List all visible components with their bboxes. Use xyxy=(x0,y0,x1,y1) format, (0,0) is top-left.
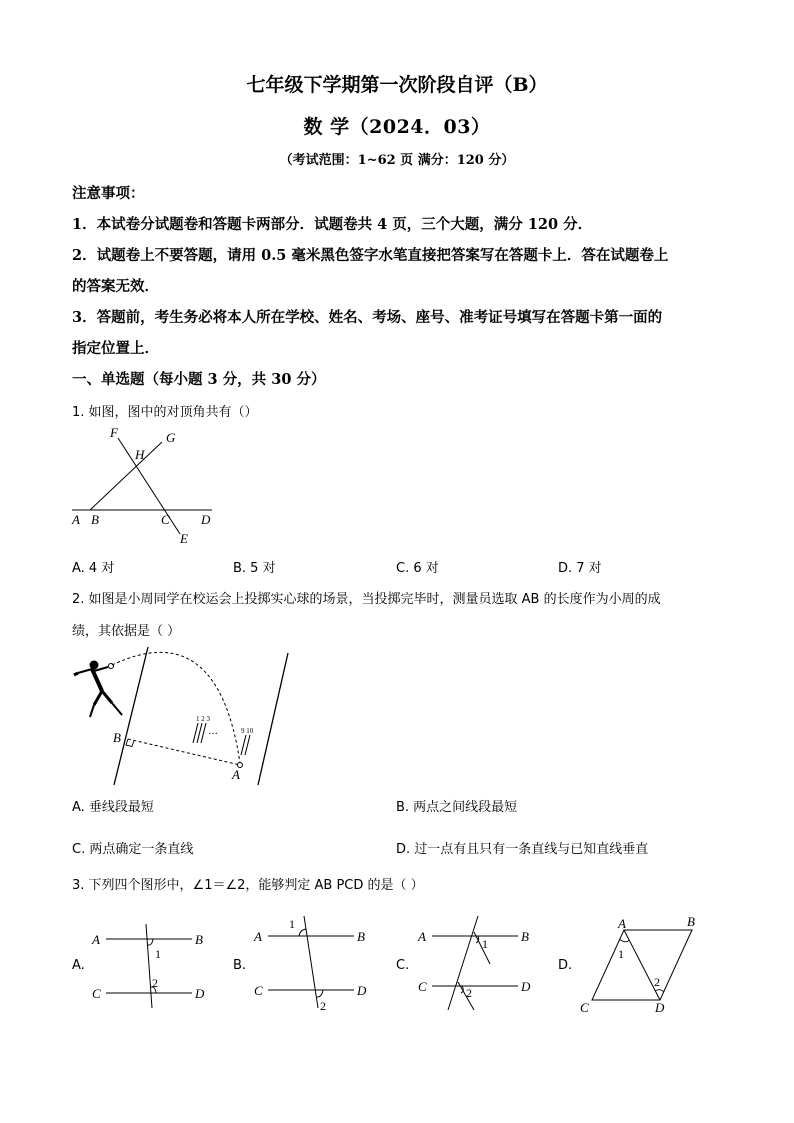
thrower-shin-right xyxy=(112,703,122,715)
thrower-figure xyxy=(74,661,122,717)
label-c: C xyxy=(254,983,263,998)
thrower-shin-left xyxy=(90,705,94,717)
label-c: C xyxy=(92,986,101,1001)
label-2: 2 xyxy=(466,986,472,1000)
angle-1-arc xyxy=(619,939,629,942)
label-1: 1 xyxy=(289,917,295,931)
label-d: D xyxy=(655,1000,665,1015)
q1-line-fe xyxy=(118,438,180,534)
q1-line-bg xyxy=(90,442,162,510)
q1-option-a[interactable]: A. 4 对 xyxy=(72,561,115,576)
notes-heading: 注意事项： xyxy=(72,185,145,202)
notes-item-2-line-1: 2．试题卷上不要答题，请用 0.5 毫米黑色签字水笔直接把答案写在答题卡上．答在试题卷上 xyxy=(72,247,669,264)
distance-numbers-left: 1 2 3 xyxy=(196,715,210,723)
q2-option-c[interactable]: C. 两点确定一条直线 xyxy=(72,842,194,857)
q3-figure-a xyxy=(88,920,218,1010)
transversal xyxy=(448,916,478,1010)
exam-title: 七年级下学期第一次阶段自评（B） xyxy=(246,74,548,96)
q1-label-h: H xyxy=(135,447,145,462)
q2-stem-line-2: 绩，其依据是（ ） xyxy=(72,624,181,639)
angle-1-arc xyxy=(299,929,306,936)
diagonal-ad xyxy=(624,930,660,1000)
q2-stem-line-1: 2. 如图是小周同学在校运会上投掷实心球的场景，当投掷完毕时，测量员选取 AB 的长度作为小周的成 xyxy=(72,592,661,607)
q1-label-c: C xyxy=(161,512,170,527)
notes-item-1: 1．本试卷分试题卷和答题卡两部分．试题卷共 4 页，三个大题，满分 120 分． xyxy=(72,216,593,233)
label-2: 2 xyxy=(654,975,660,989)
label-2: 2 xyxy=(152,976,158,990)
thrower-leg-right xyxy=(102,691,112,703)
label-c: C xyxy=(418,979,427,994)
label-b: B xyxy=(687,914,695,929)
transversal xyxy=(304,916,318,1008)
q1-option-b[interactable]: B. 5 对 xyxy=(233,561,276,576)
q1-label-a: A xyxy=(72,512,80,527)
notes-item-2-line-2: 的答案无效． xyxy=(72,278,159,295)
boundary-line xyxy=(258,653,288,785)
thrower-head xyxy=(90,661,98,669)
label-2: 2 xyxy=(320,999,326,1012)
label-a: A xyxy=(254,929,262,944)
thrower-arm-left xyxy=(78,669,92,673)
q2-option-a[interactable]: A. 垂线段最短 xyxy=(72,800,154,815)
angle-1-arc xyxy=(148,939,154,945)
q3-figure-b xyxy=(250,912,380,1012)
label-a: A xyxy=(92,932,100,947)
transversal xyxy=(146,924,152,1008)
label-b: B xyxy=(357,929,365,944)
label-d: D xyxy=(357,983,367,998)
label-c: C xyxy=(580,1000,589,1015)
q2-label-a: A xyxy=(232,767,240,782)
q1-label-d: D xyxy=(201,512,211,527)
distance-ticks-right xyxy=(241,735,250,755)
q3-figure-d xyxy=(572,908,712,1016)
label-1: 1 xyxy=(155,947,161,961)
thrower-body xyxy=(92,669,102,691)
label-1: 1 xyxy=(618,947,624,961)
q3-option-c-letter[interactable]: C. xyxy=(396,958,410,973)
q1-figure xyxy=(68,424,228,549)
section-1-heading: 一、单选题（每小题 3 分，共 30 分） xyxy=(72,371,326,388)
q1-label-f: F xyxy=(110,425,118,440)
q1-label-b: B xyxy=(91,512,99,527)
q2-label-b: B xyxy=(113,730,121,745)
subject-title: 数 学（2024．03） xyxy=(303,116,491,138)
label-1: 1 xyxy=(482,937,488,951)
q3-figure-c xyxy=(414,910,544,1010)
q1-label-g: G xyxy=(166,430,176,445)
label-a: A xyxy=(618,916,626,931)
q3-option-b-letter[interactable]: B. xyxy=(233,958,247,973)
segment-ab xyxy=(128,739,240,765)
angle-2-arc xyxy=(655,990,664,992)
label-d: D xyxy=(521,979,531,994)
q3-option-d-letter[interactable]: D. xyxy=(558,958,573,973)
exam-range: （考试范围：1~62 页 满分：120 分） xyxy=(279,153,515,168)
distance-ticks-left xyxy=(193,723,206,743)
q2-figure xyxy=(68,645,298,790)
notes-item-3-line-1: 3．答题前，考生务必将本人所在学校、姓名、考场、座号、准考证号填写在答题卡第一面的 xyxy=(72,309,663,326)
q3-option-a-letter[interactable]: A. xyxy=(72,958,85,973)
angle-2-arc xyxy=(317,990,323,997)
thrower-hand xyxy=(74,673,78,675)
q1-option-c[interactable]: C. 6 对 xyxy=(396,561,439,576)
q1-option-d[interactable]: D. 7 对 xyxy=(558,561,602,576)
q3-stem: 3. 下列四个图形中，∠1＝∠2，能够判定 AB PCD 的是（ ） xyxy=(72,878,424,893)
q1-stem: 1. 如图，图中的对顶角共有（） xyxy=(72,405,258,420)
q2-option-d[interactable]: D. 过一点有且只有一条直线与已知直线垂直 xyxy=(396,842,649,857)
label-b: B xyxy=(195,932,203,947)
distance-dots: ··· xyxy=(208,729,218,740)
notes-item-3-line-2: 指定位置上． xyxy=(72,340,159,357)
label-b: B xyxy=(521,929,529,944)
thrower-leg-left xyxy=(94,691,102,705)
q1-label-e: E xyxy=(180,531,188,546)
throw-line xyxy=(114,647,148,785)
label-a: A xyxy=(418,929,426,944)
right-angle-mark xyxy=(126,739,134,747)
distance-numbers-right: 9 10 xyxy=(241,727,254,735)
label-d: D xyxy=(195,986,205,1001)
q2-option-b[interactable]: B. 两点之间线段最短 xyxy=(396,800,518,815)
